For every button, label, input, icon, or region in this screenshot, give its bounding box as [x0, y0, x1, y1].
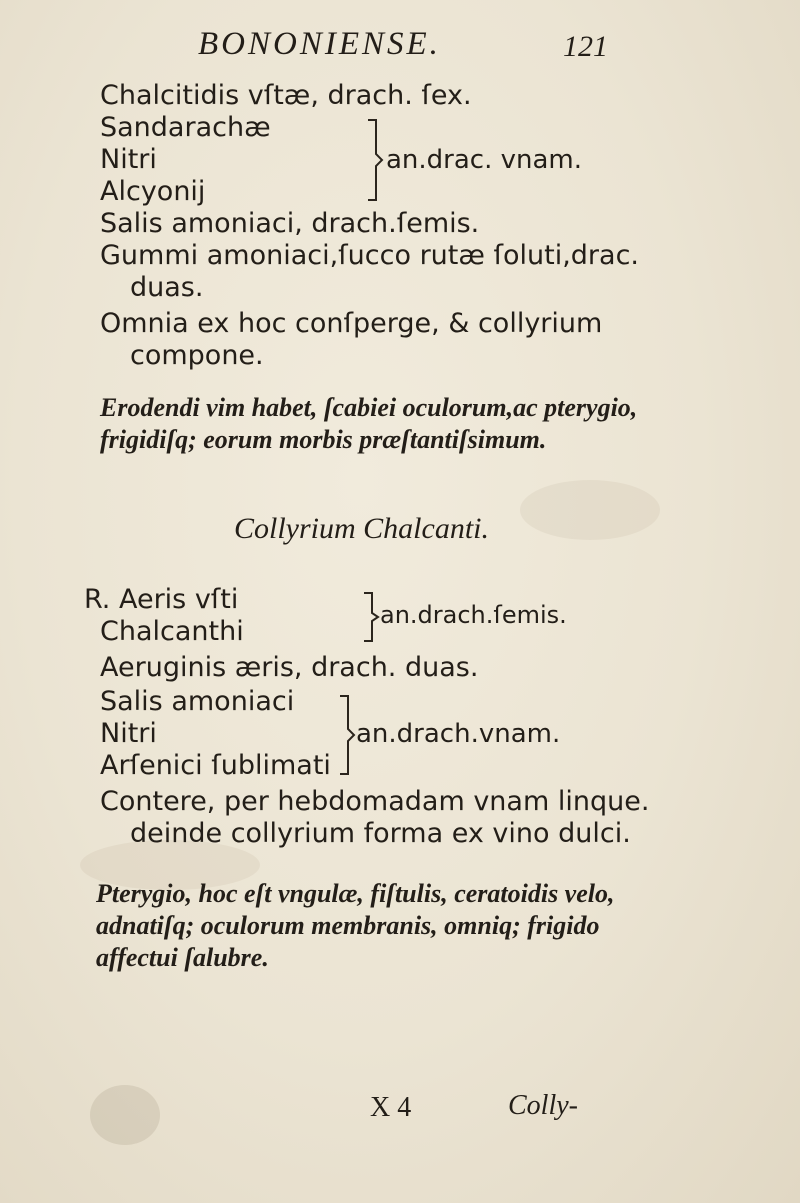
ingredient-nitri: Nitri — [100, 718, 157, 749]
paper-stain — [90, 1085, 160, 1145]
description-line: adnatiſq; oculorum membranis, omniq; frigido — [96, 911, 600, 940]
ingredient-arsenici: Arſenici ſublimati — [100, 750, 331, 781]
ingredient-salis: Salis amoniaci — [100, 686, 295, 717]
recipe-line: Omnia ex hoc conſperge, & collyrium — [100, 308, 603, 339]
description-line: frigidiſq; eorum morbis præſtantiſsimum. — [100, 425, 547, 454]
recipe-line: Aeruginis æris, drach. duas. — [100, 652, 479, 683]
ingredient-nitri: Nitri — [100, 144, 157, 175]
recipe-line: deinde collyrium forma ex vino dulci. — [130, 818, 631, 849]
recipe-line: Gummi amoniaci,ſucco rutæ ſoluti,drac. — [100, 240, 639, 271]
recipe-line: compone. — [130, 340, 264, 371]
page-number: 121 — [563, 30, 608, 63]
description-line: Pterygio, hoc eſt vngulæ, fiſtulis, ceratoidis velo, — [96, 879, 615, 908]
group-dose: an.drach.vnam. — [356, 719, 561, 749]
description-line: Erodendi vim habet, ſcabiei oculorum,ac pterygio, — [100, 393, 638, 422]
description-line: affectui ſalubre. — [96, 943, 269, 972]
ingredient-aeris: R. Aeris vſti — [84, 584, 239, 615]
ingredient-chalcanthi: Chalcanthi — [100, 616, 244, 647]
brace-icon — [366, 116, 388, 204]
group-dose: an.drac. vnam. — [386, 145, 583, 175]
ingredient-alcyonij: Alcyonij — [100, 176, 206, 207]
brace-icon — [360, 590, 382, 644]
recipe-line: Chalcitidis vſtæ, drach. ſex. — [100, 80, 472, 111]
signature-mark: X 4 — [370, 1092, 412, 1123]
catchword: Colly- — [508, 1090, 578, 1121]
group-dose: an.drach.ſemis. — [380, 601, 567, 629]
running-head: BONONIENSE. — [198, 26, 441, 62]
section-title: Collyrium Chalcanti. — [234, 512, 489, 545]
ingredient-sandarachae: Sandarachæ — [100, 112, 271, 143]
recipe-line: Contere, per hebdomadam vnam linque. — [100, 786, 650, 817]
paper-stain — [520, 480, 660, 540]
recipe-line: Salis amoniaci, drach.ſemis. — [100, 208, 480, 239]
recipe-line: duas. — [130, 272, 204, 303]
